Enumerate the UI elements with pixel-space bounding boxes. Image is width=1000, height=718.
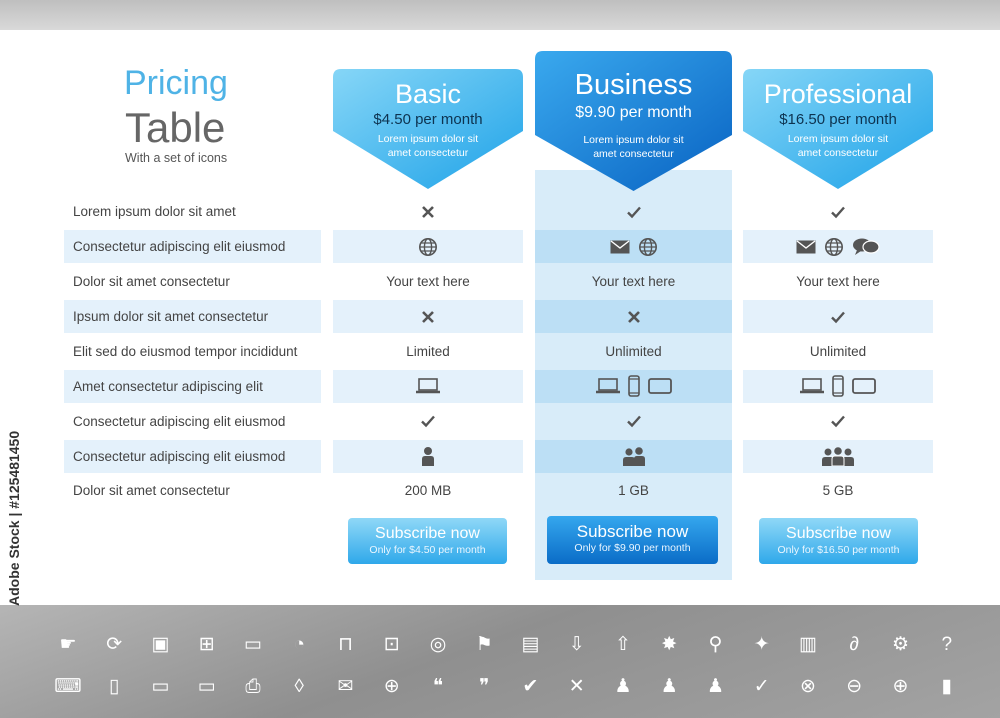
two-people-icon: ♟ xyxy=(660,676,678,697)
subscribe-label-professional: Subscribe now xyxy=(786,525,891,542)
icons-professional-2 xyxy=(743,235,933,259)
check-icon xyxy=(830,204,846,220)
two-people-icon xyxy=(622,446,646,466)
stars-icon: ✦ xyxy=(753,634,770,655)
globe-icon: ⊕ xyxy=(383,676,400,697)
subscribe-button-business[interactable] xyxy=(547,516,718,564)
subscribe-label-business: Subscribe now xyxy=(576,522,689,541)
envelope-icon xyxy=(796,240,816,254)
chat-icon: ❞ xyxy=(479,676,490,697)
plan-header-professional xyxy=(743,69,933,189)
lock-icon: ⊡ xyxy=(383,634,400,655)
feature-label-1: Lorem ipsum dolor sit amet xyxy=(73,204,236,219)
plan-header-basic xyxy=(333,69,523,189)
three-people-icon xyxy=(821,446,855,466)
icons-business-4 xyxy=(535,305,732,329)
pie-chart-icon: ◔ xyxy=(293,634,305,655)
globe-icon xyxy=(418,237,438,257)
icons-basic-4 xyxy=(333,305,523,329)
icons-professional-4 xyxy=(743,305,933,329)
mouse-icon: ◊ xyxy=(294,676,304,697)
feature-label-3: Dolor sit amet consectetur xyxy=(73,274,230,289)
three-people-icon: ♟ xyxy=(614,676,632,697)
subscribe-note-basic: Only for $4.50 per month xyxy=(369,544,486,556)
monitor-icon: ▭ xyxy=(197,676,216,697)
printer-icon: ⎙ xyxy=(245,676,261,697)
document-icon: ▤ xyxy=(521,634,540,655)
cell-basic-5: Limited xyxy=(406,344,450,359)
icon-set-row-1 xyxy=(55,632,960,658)
feature-label-7: Consectetur adipiscing elit eiusmod xyxy=(73,414,286,429)
cell-professional-3: Your text here xyxy=(796,274,880,289)
plan-desc2-business: amet consectetur xyxy=(593,148,674,160)
icon-set xyxy=(55,632,960,716)
upload-icon: ⇧ xyxy=(615,634,631,655)
icons-business-7 xyxy=(535,409,732,433)
plan-price-business: $9.90 per month xyxy=(575,104,692,121)
cell-business-5: Unlimited xyxy=(605,344,662,359)
phone-icon: ▯ xyxy=(109,676,120,697)
check-circle-icon: ✓ xyxy=(753,676,770,697)
check-icon xyxy=(420,413,436,429)
plan-desc1-business: Lorem ipsum dolor sit xyxy=(583,134,684,146)
subscribe-button-basic[interactable] xyxy=(348,518,507,564)
notebook-icon: ▥ xyxy=(799,634,817,655)
icon-set-row-2 xyxy=(55,674,960,700)
gear-icon: ⚙ xyxy=(891,634,910,655)
tablet-icon: ▭ xyxy=(151,676,170,697)
plan-name-professional: Professional xyxy=(763,79,913,109)
refresh-icon: ⟳ xyxy=(106,634,123,655)
search-icon: ⚲ xyxy=(708,634,723,655)
plan-desc2-professional: amet consectetur xyxy=(797,147,879,159)
icons-business-2 xyxy=(535,235,732,259)
plan-desc2-basic: amet consectetur xyxy=(387,147,469,159)
icons-basic-7 xyxy=(333,409,523,433)
flag-icon: ⚑ xyxy=(475,634,493,655)
new-badge-icon: ✸ xyxy=(661,634,678,655)
cross-icon: ✕ xyxy=(568,676,585,697)
cross-icon xyxy=(421,310,435,324)
phone-icon xyxy=(832,375,844,397)
subscribe-button-professional[interactable] xyxy=(759,518,918,564)
feature-label-9: Dolor sit amet consectetur xyxy=(73,483,230,498)
icons-business-8 xyxy=(535,444,732,468)
envelope-icon: ✉ xyxy=(337,676,354,697)
globe-icon xyxy=(824,237,844,257)
cell-business-3: Your text here xyxy=(591,274,676,289)
icons-professional-6 xyxy=(743,374,933,398)
plan-name-basic: Basic xyxy=(394,79,462,109)
feature-label-5: Elit sed do eiusmod tempor incididunt xyxy=(73,344,298,359)
hand-pointer-icon: ☛ xyxy=(59,634,77,655)
top-band xyxy=(0,0,1000,30)
chat-bubbles-icon: ❝ xyxy=(432,676,444,697)
icons-business-6 xyxy=(535,374,732,398)
check-icon xyxy=(830,413,846,429)
unlock-icon: ⊓ xyxy=(338,634,353,655)
download-icon: ⇩ xyxy=(568,634,585,655)
cell-basic-9: 200 MB xyxy=(404,483,452,498)
feature-label-8: Consectetur adipiscing elit eiusmod xyxy=(73,449,286,464)
credit-card-icon: ▭ xyxy=(244,634,262,655)
stock-watermark-text: Adobe Stock | #125481450 xyxy=(6,430,22,606)
cell-basic-3: Your text here xyxy=(386,274,470,289)
tablet-icon xyxy=(852,378,876,394)
laptop-icon xyxy=(416,378,440,394)
plan-name-business: Business xyxy=(574,69,693,101)
check-icon xyxy=(626,204,642,220)
icons-professional-7 xyxy=(743,409,933,433)
envelope-icon xyxy=(610,240,630,254)
cell-professional-5: Unlimited xyxy=(809,344,867,359)
title-table: Table xyxy=(125,104,226,151)
icons-business-1 xyxy=(535,200,732,224)
check-icon: ✔ xyxy=(522,676,539,697)
plan-desc1-basic: Lorem ipsum dolor sit xyxy=(377,133,479,145)
icons-basic-2 xyxy=(333,235,523,259)
feature-label-4: Ipsum dolor sit amet consectetur xyxy=(73,309,269,324)
plan-price-professional: $16.50 per month xyxy=(779,111,897,128)
plus-circle-icon: ⊕ xyxy=(892,676,909,697)
question-icon: ? xyxy=(941,634,953,655)
cross-circle-icon: ⊗ xyxy=(800,676,816,697)
stock-watermark xyxy=(6,430,28,606)
icons-basic-1 xyxy=(333,200,523,224)
cell-professional-9: 5 GB xyxy=(822,483,854,498)
plan-header-business xyxy=(535,51,732,191)
phone-icon xyxy=(628,375,640,397)
subscribe-note-business: Only for $9.90 per month xyxy=(574,542,691,554)
gift-icon: ⊞ xyxy=(198,634,215,655)
box-icon: ▣ xyxy=(151,634,170,655)
plan-price-basic: $4.50 per month xyxy=(373,111,483,128)
paperclip-icon: ∂ xyxy=(849,634,859,655)
icons-basic-8 xyxy=(333,444,523,468)
cell-business-9: 1 GB xyxy=(618,483,649,498)
person-icon: ♟ xyxy=(706,676,725,697)
laptop-icon: ⌨ xyxy=(54,676,82,697)
icons-professional-8 xyxy=(743,444,933,468)
check-icon xyxy=(830,309,846,325)
person-icon xyxy=(421,446,435,466)
title-pricing: Pricing xyxy=(124,64,228,102)
minus-circle-icon: ⊖ xyxy=(846,676,863,697)
globe-icon xyxy=(638,237,658,257)
cross-icon xyxy=(627,310,641,324)
plan-desc1-professional: Lorem ipsum dolor sit xyxy=(787,133,889,145)
feature-label-6: Amet consectetur adipiscing elit xyxy=(73,379,263,394)
icons-professional-1 xyxy=(743,200,933,224)
title-subtitle: With a set of icons xyxy=(125,151,228,165)
subscribe-label-basic: Subscribe now xyxy=(375,525,480,542)
map-pin-icon: ◎ xyxy=(429,634,447,655)
cross-icon xyxy=(421,205,435,219)
icons-basic-6 xyxy=(333,374,523,398)
subscribe-note-professional: Only for $16.50 per month xyxy=(777,544,900,556)
check-icon xyxy=(626,413,642,429)
feature-label-2: Consectetur adipiscing elit eiusmod xyxy=(73,239,286,254)
laptop-icon xyxy=(596,378,620,394)
laptop-icon xyxy=(800,378,824,394)
exit-door-icon: ▮ xyxy=(941,676,952,697)
chat-icon xyxy=(852,237,880,257)
tablet-icon xyxy=(648,378,672,394)
